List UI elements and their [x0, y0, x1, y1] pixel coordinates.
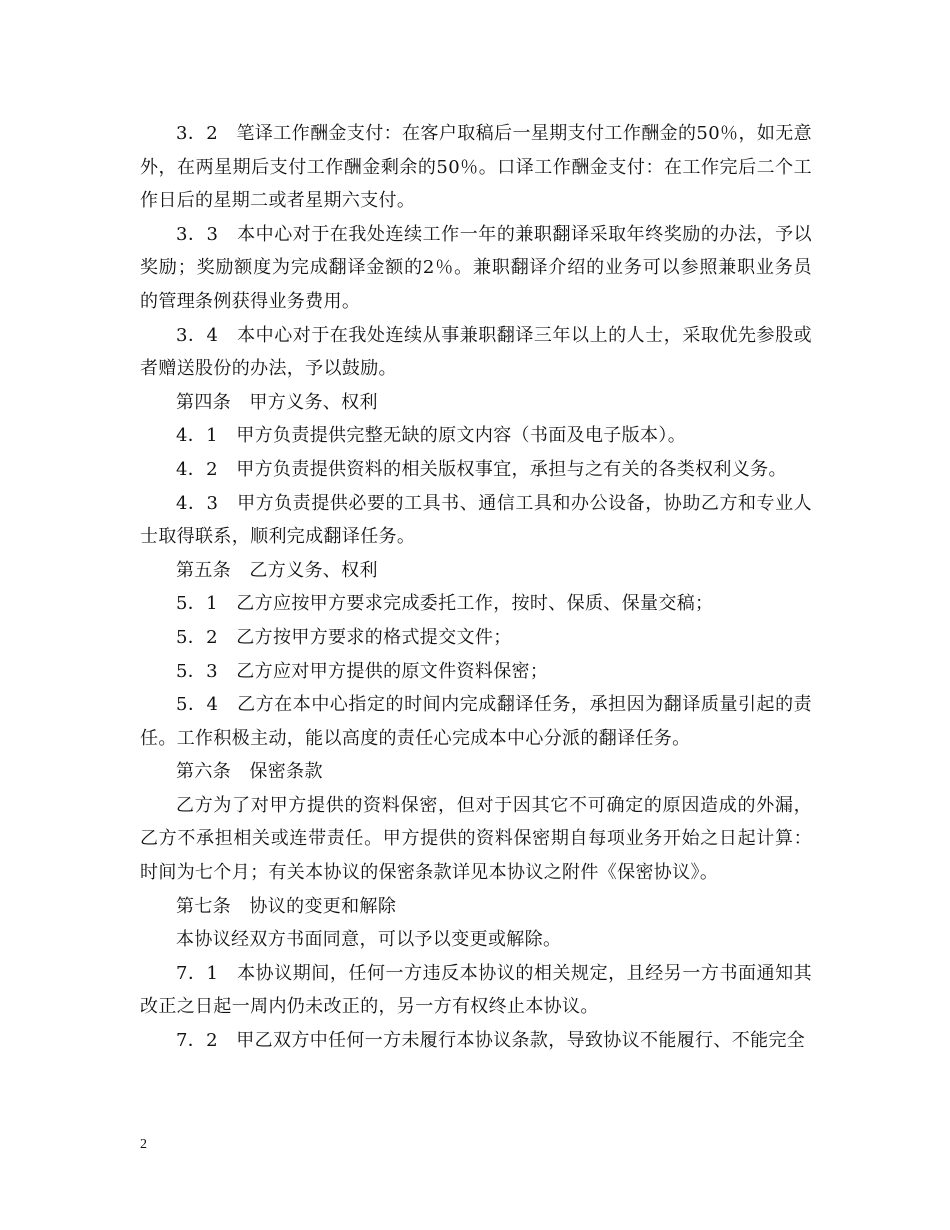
paragraph-5-2: 5．2 乙方按甲方要求的格式提交文件； [176, 626, 512, 648]
paragraph-5-1: 5．1 乙方应按甲方要求完成委托工作，按时、保质、保量交稿； [176, 593, 714, 615]
paragraph-7-1: 7．1 本协议期间，任何一方违反本协议的相关规定，且经另一方书面通知其改正之日起一周内仍未改正的，另一方有权终止本协议。 [140, 962, 812, 1018]
section-heading-article-4: 第四条 甲方义务、权利 [176, 391, 378, 413]
section-heading-article-6: 第六条 保密条款 [176, 761, 323, 783]
paragraph-7-2: 7．2 甲乙双方中任何一方未履行本协议条款，导致协议不能履行、不能完全 [176, 1030, 806, 1052]
paragraph-4-1: 4．1 甲方负责提供完整无缺的原文内容（书面及电子版本）。 [176, 425, 687, 447]
paragraph-5-3: 5．3 乙方应对甲方提供的原文件资料保密； [176, 660, 549, 682]
paragraph-3-3: 3．3 本中心对于在我处连续工作一年的兼职翻译采取年终奖励的办法，予以奖励；奖励额度为完成翻译金额的2％。兼职翻译介绍的业务可以参照兼职业务员的管理条例获得业务费用。 [140, 223, 812, 312]
paragraph-4-3: 4．3 甲方负责提供必要的工具书、通信工具和办公设备，协助乙方和专业人士取得联系，顺利完成翻译任务。 [140, 492, 812, 548]
paragraph-4-2: 4．2 甲方负责提供资料的相关版权事宜，承担与之有关的各类权利义务。 [176, 458, 787, 480]
page-number: 2 [140, 1137, 147, 1152]
paragraph-3-2: 3．2 笔译工作酬金支付：在客户取稿后一星期支付工作酬金的50％，如无意外，在两星期后支付工作酬金剩余的50％。口译工作酬金支付：在工作完后二个工作日后的星期二或者星期六支付。 [140, 123, 812, 212]
paragraph-confidentiality: 乙方为了对甲方提供的资料保密，但对于因其它不可确定的原因造成的外漏，乙方不承担相关或连带责任。甲方提供的资料保密期自每项业务开始之日起计算：时间为七个月；有关本协议的保密条款详见本协议之附件《保密协议》。 [140, 794, 812, 884]
document-body [140, 117, 812, 1058]
paragraph-amendment: 本协议经双方书面同意，可以予以变更或解除。 [176, 929, 562, 951]
paragraph-5-4: 5．4 乙方在本中心指定的时间内完成翻译任务，承担因为翻译质量引起的责任。工作积极主动，能以高度的责任心完成本中心分派的翻译任务。 [140, 694, 812, 749]
paragraph-3-4: 3．4 本中心对于在我处连续从事兼职翻译三年以上的人士，采取优先参股或者赠送股份的办法，予以鼓励。 [140, 324, 812, 380]
section-heading-article-7: 第七条 协议的变更和解除 [176, 895, 397, 917]
section-heading-article-5: 第五条 乙方义务、权利 [176, 559, 378, 581]
